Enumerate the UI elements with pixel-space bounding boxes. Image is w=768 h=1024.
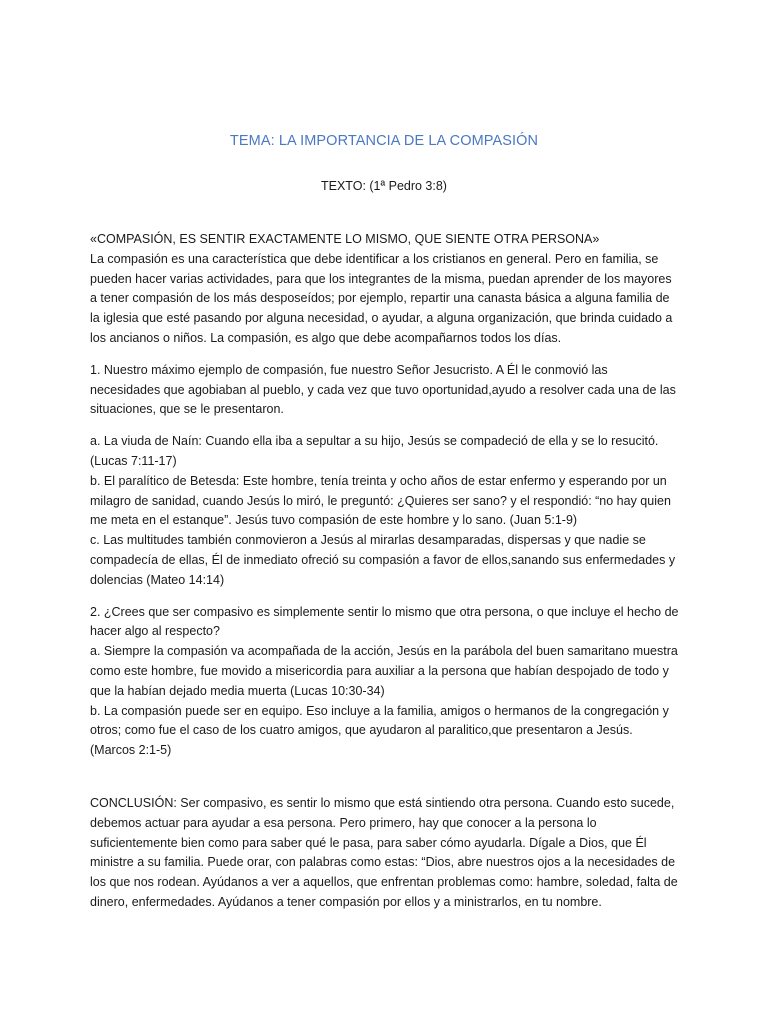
document-title: TEMA: LA IMPORTANCIA DE LA COMPASIÓN bbox=[229, 133, 539, 149]
point-1b-paragraph: b. El paralítico de Betesda: Este hombre, tenía treinta y ocho años de estar enfermo y esperando por un milagro de sanidad, cuando Jesús lo miró, le preguntó: ¿Quieres ser sano? y el respondió: “no hay quien me meta en el estanque”. Jesús tuvo compasión de este hombre y lo sano. (Juan 5:1-9) bbox=[90, 473, 671, 528]
conclusion-paragraph: CONCLUSIÓN: Ser compasivo, es sentir lo mismo que está sintiendo otra persona. Cuando esto sucede, debemos actuar para ayudar a esa persona. Pero primero, hay que conocer a la persona lo suficientemente bien como para saber qué le pasa, para saber cómo ayudarla. Dígale a Dios, que Él ministre a su familia. Puede orar, con palabras como estas: “Dios, abre nuestros ojos a la necesidades de los que nos rodean. Ayúdanos a ver a aquellos, que enfrentan problemas como: hambre, soledad, falta de dinero, enfermedades. Ayúdanos a tener compasión por ellos y a ministrarlos, en tu nombre. bbox=[90, 795, 678, 909]
point-1c-paragraph: c. Las multitudes también conmovieron a Jesús al mirarlas desamparadas, dispersas y que nadie se compadecía de ellas, Él de inmediato ofreció su compasión a favor de ellos,sanando sus enfermedades y dolencias (Mateo 14:14) bbox=[90, 533, 676, 587]
document-subtitle: TEXTO: (1ª Pedro 3:8) bbox=[321, 179, 447, 193]
point-1a-paragraph: a. La viuda de Naín: Cuando ella iba a sepultar a su hijo, Jesús se compadeció de ella y se lo resucitó. (Lucas 7:11-17) bbox=[90, 434, 659, 468]
point-2-paragraph: 2. ¿Crees que ser compasivo es simplemente sentir lo mismo que otra persona, o que incluye el hecho de hacer algo al respecto? bbox=[90, 604, 679, 639]
point-1-paragraph: 1. Nuestro máximo ejemplo de compasión, fue nuestro Señor Jesucristo. A Él le conmovió las necesidades que agobiaban al pueblo, y cada vez que tuvo oportunidad,ayudo a resolver cada una de las situaciones, que se le presentaron. bbox=[90, 362, 676, 417]
document-body bbox=[90, 230, 680, 913]
quote-line: «COMPASIÓN, ES SENTIR EXACTAMENTE LO MISMO, QUE SIENTE OTRA PERSONA» bbox=[90, 232, 600, 246]
point-2a-paragraph: a. Siempre la compasión va acompañada de la acción, Jesús en la parábola del buen samaritano muestra como este hombre, fue movido a misericordia para auxiliar a la persona que habían despojado de todo y que la habían dejado media muerta (Lucas 10:30-34) bbox=[90, 644, 678, 698]
intro-paragraph: La compasión es una característica que debe identificar a los cristianos en general. Pero en familia, se pueden hacer varias actividades, para que los integrantes de la misma, puedan aprender de los mayores a tener compasión de los más desposeídos; por ejemplo, repartir una canasta básica a alguna familia de la iglesia que esté pasando por alguna necesidad, o ayudar, a alguna organización, que brinda cuidado a los ancianos o niños. La compasión, es algo que debe acompañarnos todos los días. bbox=[90, 251, 673, 345]
point-2b-paragraph: b. La compasión puede ser en equipo. Eso incluye a la familia, amigos o hermanos de la congregación y otros; como fue el caso de los cuatro amigos, que ayudaron al paralitico,que presentaron a Jesús. (Marcos 2:1-5) bbox=[90, 703, 669, 758]
